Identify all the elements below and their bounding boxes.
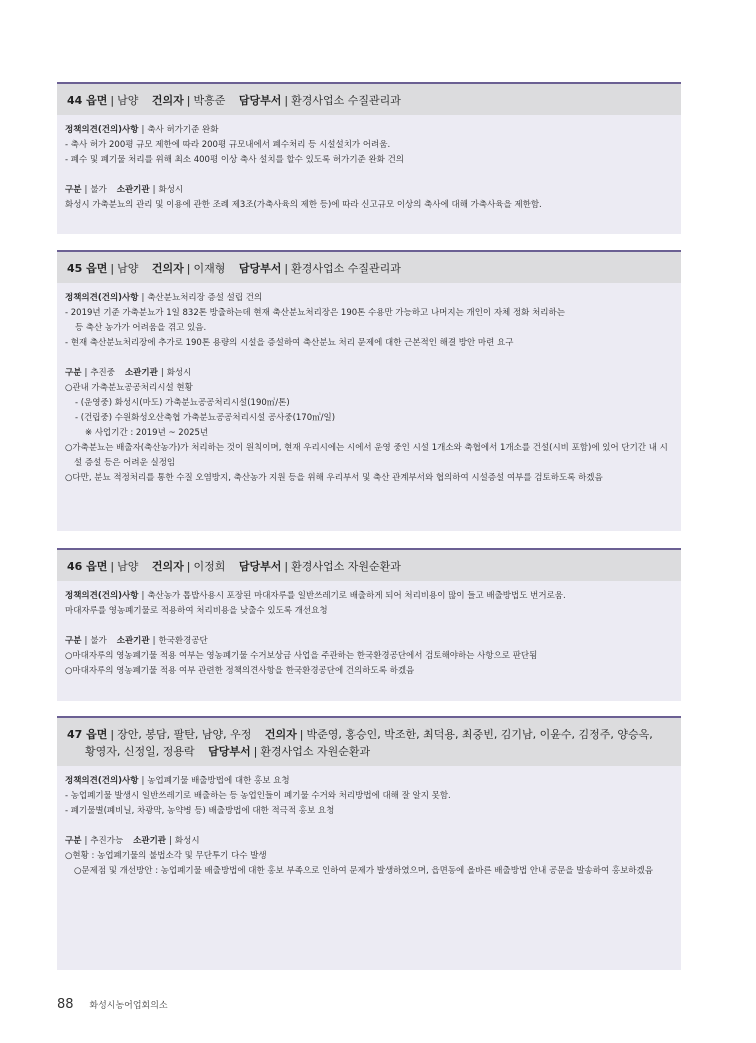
proposer: 박흥준 (193, 94, 226, 107)
class-label: 구분 (65, 836, 82, 846)
detail-line: 등 축산 농가가 어려움을 겪고 있음. (75, 323, 207, 333)
section-header: 47 읍면 | 장안, 봉담, 팔탄, 남양, 우정 건의자 | 박준영, 홍승인, 박조한, 최덕용, 최중빈, 김기남, 이윤수, 김정주, 양승옥, 황영자, 신정일, 정용락 담당부서 | 환경사업소 자원순환과 (57, 718, 681, 766)
proposer-label: 건의자 (151, 560, 184, 573)
opinion-label: 정책의견(건의)사항 (65, 125, 139, 135)
result-line: ○다만, 분뇨 적정처리를 통한 수질 오염방지, 축산농가 지원 등을 위해 우리부서 및 축산 관계부서와 협의하여 시설증설 여부를 검토하도록 하겠음 (65, 473, 603, 483)
page-number: 88 (57, 997, 74, 1012)
result-line: - (건립중) 수원화성오산축협 가축분뇨공공처리시설 공사중(170㎥/일) (75, 413, 336, 423)
agency: 화성시 (158, 185, 184, 195)
result-line: ○문제점 및 개선방안 : 농업폐기물 배출방법에 대한 홍보 부족으로 인하여 문제가 발생하였으며, 읍면동에 올바른 배출방법 안내 공문을 발송하여 홍보하겠음 (74, 866, 653, 876)
detail-line: - 현재 축산분뇨처리장에 추가로 190톤 용량의 시설을 증설하여 축산분뇨 처리 문제에 대한 근본적인 해결 방안 마련 요구 (65, 338, 514, 348)
footer-organization: 화성시농어업회의소 (89, 1001, 168, 1011)
proposal-section-47 (57, 716, 681, 970)
proposal-section-46 (57, 548, 681, 701)
opinion-label: 정책의견(건의)사항 (65, 776, 139, 786)
class-label: 구분 (65, 636, 82, 646)
detail-line: - 폐기물별(폐비닐, 차광막, 농약병 등) 배출방법에 대한 적극적 홍보 요청 (65, 806, 335, 816)
class-label: 구분 (65, 368, 82, 378)
page-footer (57, 997, 168, 1012)
section-header: 46 읍면 | 남양 건의자 | 이정희 담당부서 | 환경사업소 자원순환과 (57, 550, 681, 581)
opinion: 농업폐기물 배출방법에 대한 홍보 요청 (147, 776, 290, 786)
dept-label: 담당부서 (238, 94, 282, 107)
result-line: ※ 사업기간 : 2019년 ~ 2025년 (85, 428, 209, 438)
section-number: 45 읍면 (67, 262, 108, 275)
class: 불가 (90, 185, 107, 195)
detail-line: - 축사 허가 200평 규모 제한에 따라 200평 규모내에서 폐수처리 등 시설설치가 어려움. (65, 140, 391, 150)
dept-label: 담당부서 (208, 745, 251, 758)
proposer: 이재형 (193, 262, 226, 275)
class: 추진중 (90, 368, 115, 378)
agency-label: 소관기관 (116, 636, 150, 646)
area: 장안, 봉담, 팔탄, 남양, 우정 (117, 728, 252, 741)
opinion: 축산분뇨처리장 증설 설립 건의 (147, 293, 263, 303)
detail-line: 마대자루를 영농폐기물로 적용하여 처리비용을 낮출수 있도록 개선요청 (65, 606, 328, 616)
agency: 한국환경공단 (158, 636, 208, 646)
class-label: 구분 (65, 185, 82, 195)
section-body: 정책의견(건의)사항 | 축산분뇨처리장 증설 설립 건의 - 2019년 기준 가축분뇨가 1일 832톤 방출하는데 현재 축산분뇨처리장은 190톤 수용만 가능하고 나머지는 개인이 자체 정화 처리하는 등 축산 농가가 어려움을 겪고 있음. - 현재 축산분뇨처리장에 추가로 190톤 용량의 시설을 증설하여 축산분뇨 처리 문제에 대한 근본적인 해결 방안 마련 요구 구분 | 추진중 소관기관 | 화성시 ○관내 가축분뇨공공처리시설 현황 - (운영중) 화성시(마도) 가축분뇨공공처리시설(190㎥/톤) - (건립중) 수원화성오산축협 가축분뇨공공처리시설 공사중(170㎥/일) ※ 사업기간 : 2019년 ~ 2025년 ○가축분뇨는 배출자(축산농가)가 처리하는 것이 원칙이며, 현재 우리시에는 시에서 운영 중인 시설 1개소와 축협에서 1개소를 건설(시비 포함)에 있어 단기간 내 시설 증설 등은 어려운 실정임 ○다만, 분뇨 적정처리를 통한 수질 오염방지, 축산농가 지원 등을 위해 우리부서 및 축산 관계부서와 협의하여 시설증설 여부를 검토하도록 하겠음 (57, 283, 681, 531)
section-number: 47 읍면 (67, 728, 108, 741)
opinion-label: 정책의견(건의)사항 (65, 591, 139, 601)
dept-label: 담당부서 (238, 262, 282, 275)
dept: 환경사업소 자원순환과 (291, 560, 401, 573)
agency: 화성시 (166, 368, 192, 378)
section-number: 46 읍면 (67, 560, 108, 573)
section-number: 44 읍면 (67, 94, 108, 107)
area: 남양 (117, 262, 139, 275)
detail-line: - 농업폐기물 발생시 일반쓰레기로 배출하는 등 농업인들이 폐기물 수거와 처리방법에 대해 잘 알지 못함. (65, 791, 451, 801)
proposal-section-45 (57, 250, 681, 531)
proposer: 박준영, 홍승인, 박조한, 최덕용, 최중빈, 김기남, 이윤수, 김정주, 양승옥, (306, 728, 653, 741)
agency-label: 소관기관 (116, 185, 150, 195)
result-line: 화성시 가축분뇨의 관리 및 이용에 관한 조례 제3조(가축사육의 제한 등)에 따라 신고규모 이상의 축사에 대해 가축사육을 제한함. (65, 200, 542, 210)
dept: 환경사업소 수질관리과 (291, 262, 401, 275)
section-body: 정책의견(건의)사항 | 축산농가 톱밥사용시 포장된 마대자루를 일반쓰레기로 배출하게 되어 처리비용이 많이 들고 배출방법도 번거로움. 마대자루를 영농폐기물로 적용하여 처리비용을 낮출수 있도록 개선요청 구분 | 불가 소관기관 | 한국환경공단 ○마대자루의 영농폐기물 적용 여부는 영농폐기물 수거보상금 사업을 주관하는 한국환경공단에서 검토해야하는 사항으로 판단됨 ○마대자루의 영농폐기물 적용 여부 관련한 정책의견사항을 한국환경공단에 건의하도록 하겠음 (57, 581, 681, 701)
agency: 화성시 (174, 836, 200, 846)
dept: 환경사업소 수질관리과 (291, 94, 401, 107)
class: 추진가능 (90, 836, 124, 846)
detail-line: - 2019년 기준 가축분뇨가 1일 832톤 방출하는데 현재 축산분뇨처리장은 190톤 수용만 가능하고 나머지는 개인이 자체 정화 처리하는 (65, 308, 565, 318)
section-header: 44 읍면 | 남양 건의자 | 박흥준 담당부서 | 환경사업소 수질관리과 (57, 84, 681, 115)
section-body: 정책의견(건의)사항 | 축사 허가기준 완화 - 축사 허가 200평 규모 제한에 따라 200평 규모내에서 폐수처리 등 시설설치가 어려움. - 폐수 및 폐기물 처리를 위해 최소 400평 이상 축사 설치를 할수 있도록 허가기준 완화 건의 구분 | 불가 소관기관 | 화성시 화성시 가축분뇨의 관리 및 이용에 관한 조례 제3조(가축사육의 제한 등)에 따라 신고규모 이상의 축사에 대해 가축사육을 제한함. (57, 115, 681, 234)
dept: 환경사업소 자원순환과 (260, 745, 371, 758)
result-line: ○현황 : 농업폐기물의 불법소각 및 무단투기 다수 발생 (65, 851, 267, 861)
proposer-continued: 황영자, 신정일, 정용락 (85, 745, 195, 758)
section-header: 45 읍면 | 남양 건의자 | 이재형 담당부서 | 환경사업소 수질관리과 (57, 252, 681, 283)
class: 불가 (90, 636, 107, 646)
agency-label: 소관기관 (124, 368, 158, 378)
section-body: 정책의견(건의)사항 | 농업폐기물 배출방법에 대한 홍보 요청 - 농업폐기물 발생시 일반쓰레기로 배출하는 등 농업인들이 폐기물 수거와 처리방법에 대해 잘 알지 못함. - 폐기물별(폐비닐, 차광막, 농약병 등) 배출방법에 대한 적극적 홍보 요청 구분 | 추진가능 소관기관 | 화성시 ○현황 : 농업폐기물의 불법소각 및 무단투기 다수 발생 ○문제점 및 개선방안 : 농업폐기물 배출방법에 대한 홍보 부족으로 인하여 문제가 발생하였으며, 읍면동에 올바른 배출방법 안내 공문을 발송하여 홍보하겠음 (57, 766, 681, 970)
result-line: ○마대자루의 영농폐기물 적용 여부는 영농폐기물 수거보상금 사업을 주관하는 한국환경공단에서 검토해야하는 사항으로 판단됨 (65, 651, 538, 661)
proposal-section-44 (57, 82, 681, 234)
dept-label: 담당부서 (238, 560, 282, 573)
result-line: ○마대자루의 영농폐기물 적용 여부 관련한 정책의견사항을 한국환경공단에 건의하도록 하겠음 (65, 666, 415, 676)
result-line: ○가축분뇨는 배출자(축산농가)가 처리하는 것이 원칙이며, 현재 우리시에는 시에서 운영 중인 시설 1개소와 축협에서 1개소를 건설(시비 포함)에 있어 단기간 내 시설 증설 등은 어려운 실정임 (65, 443, 668, 468)
area: 남양 (117, 94, 139, 107)
agency-label: 소관기관 (133, 836, 167, 846)
opinion: 축산농가 톱밥사용시 포장된 마대자루를 일반쓰레기로 배출하게 되어 처리비용이 많이 들고 배출방법도 번거로움. (147, 591, 566, 601)
area: 남양 (117, 560, 139, 573)
opinion: 축사 허가기준 완화 (147, 125, 219, 135)
proposer: 이정희 (193, 560, 226, 573)
opinion-label: 정책의견(건의)사항 (65, 293, 139, 303)
proposer-label: 건의자 (151, 262, 184, 275)
detail-line: - 폐수 및 폐기물 처리를 위해 최소 400평 이상 축사 설치를 할수 있도록 허가기준 완화 건의 (65, 155, 404, 165)
result-line: - (운영중) 화성시(마도) 가축분뇨공공처리시설(190㎥/톤) (75, 398, 290, 408)
proposer-label: 건의자 (151, 94, 184, 107)
proposer-label: 건의자 (264, 728, 297, 741)
result-line: ○관내 가축분뇨공공처리시설 현황 (65, 383, 193, 393)
